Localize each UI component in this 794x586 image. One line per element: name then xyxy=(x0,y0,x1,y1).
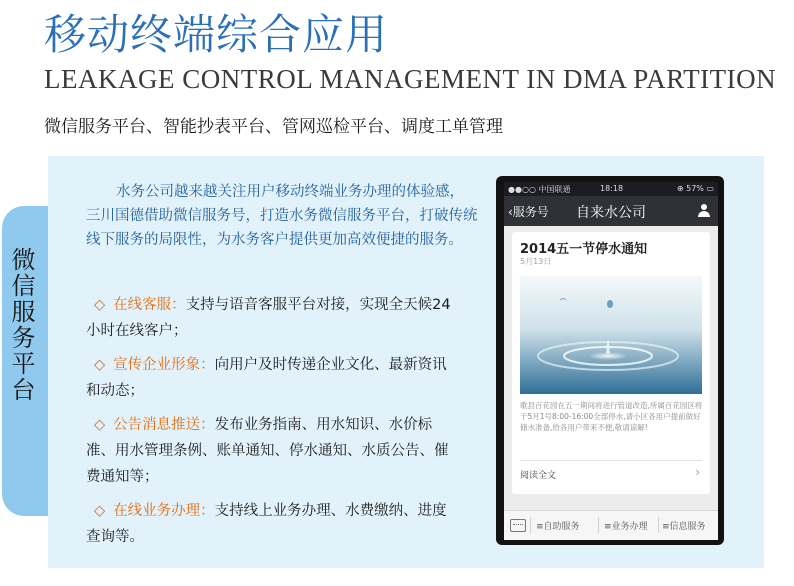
feature-desc: 发布业务指南、用水知识、水价标准、用水管理条例、账单通知、停水通知、水质公告、催费通知等； xyxy=(86,417,449,485)
diamond-bullet-icon: ◇ xyxy=(94,297,106,313)
feature-item xyxy=(86,412,456,490)
profile-icon[interactable] xyxy=(698,204,710,218)
water-drop-photo xyxy=(520,276,702,394)
feature-list xyxy=(86,292,456,558)
feature-desc: 支持与语音客服平台对接，实现全天候24小时在线客户； xyxy=(86,297,451,339)
carrier-label: ●●○○ 中国联通 xyxy=(508,185,571,194)
feature-name: 公告消息推送： xyxy=(113,417,215,433)
feature-name: 宣传企业形象： xyxy=(113,357,215,373)
menu-business[interactable]: ≡业务办理 xyxy=(604,522,648,532)
feature-item xyxy=(86,498,456,550)
battery-indicator: ⊕ 57% ▭ xyxy=(676,184,714,193)
feature-desc: 支持线上业务办理、水费缴纳、进度查询等。 xyxy=(86,503,447,545)
keyboard-icon[interactable] xyxy=(510,519,526,532)
feature-desc: 向用户及时传递企业文化、最新资讯和动态； xyxy=(86,357,447,399)
chevron-right-icon: › xyxy=(695,465,700,479)
page-subtitle: LEAKAGE CONTROL MANAGEMENT IN DMA PARTITION xyxy=(44,64,777,94)
nav-title: 自来水公司 xyxy=(576,205,646,221)
menu-divider xyxy=(598,517,599,533)
diamond-bullet-icon: ◇ xyxy=(94,417,106,433)
back-button[interactable]: ‹服务号 xyxy=(508,205,549,219)
nav-bar xyxy=(504,196,718,226)
phone-screen xyxy=(504,182,718,540)
page-title: 移动终端综合应用 xyxy=(44,10,389,59)
intro-paragraph: 水务公司越来越关注用户移动终端业务办理的体验感，三川国德借助微信服务号，打造水务微信服务平台，打破传统线下服务的局限性，为水务客户提供更加高效便捷的服务。 xyxy=(86,184,478,248)
clock: 18:18 xyxy=(600,184,624,193)
menu-self-service[interactable]: ≡自助服务 xyxy=(536,522,580,532)
diamond-bullet-icon: ◇ xyxy=(94,503,106,519)
diamond-bullet-icon: ◇ xyxy=(94,357,106,373)
feature-name: 在线业务办理： xyxy=(113,503,215,519)
article-title: 2014五一节停水通知 xyxy=(520,242,648,257)
article-body: 歌县百花园在五一期间将进行管道改造,所属百花园区将于5月1号8:00-16:00全部停水,请小区各用户提前做好储水准备,给各用户带来不便,敬请谅解! xyxy=(520,401,703,432)
feature-name: 在线客服： xyxy=(113,297,186,313)
bottom-menu-bar xyxy=(504,510,718,540)
read-more-link[interactable]: 阅读全文 xyxy=(520,471,557,481)
article-card[interactable] xyxy=(512,232,710,494)
side-tab-label: 微信服务平台 xyxy=(7,247,35,403)
article-date: 5月13日 xyxy=(520,257,552,266)
menu-info-service[interactable]: ≡信息服务 xyxy=(662,522,706,532)
menu-divider xyxy=(658,517,659,533)
status-bar xyxy=(504,182,718,196)
menu-divider xyxy=(530,517,531,533)
card-divider xyxy=(520,460,702,461)
platform-tagline: 微信服务平台、智能抄表平台、管网巡检平台、调度工单管理 xyxy=(44,117,503,137)
feature-item xyxy=(86,292,456,344)
feature-item xyxy=(86,352,456,404)
